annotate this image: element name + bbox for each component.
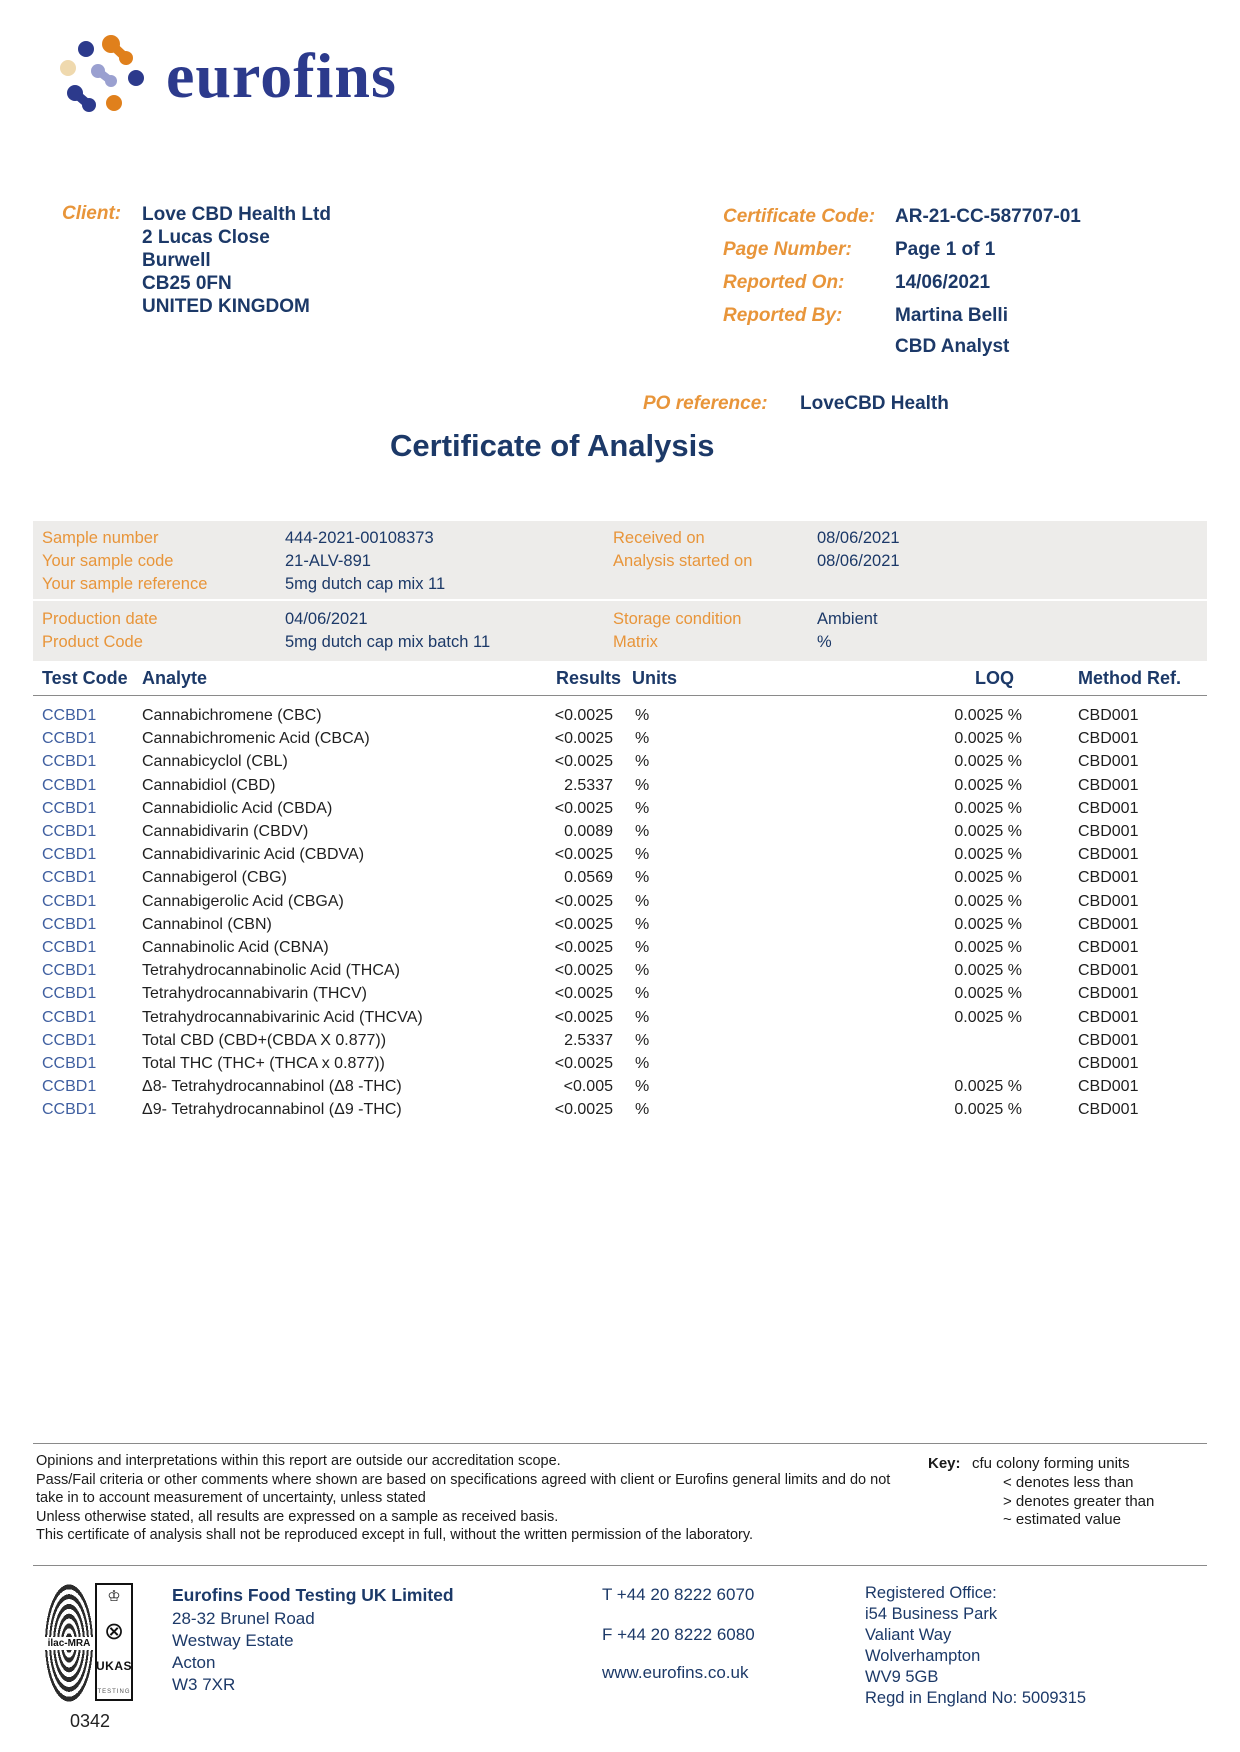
cell-test-code: CCBD1: [42, 893, 97, 910]
cell-unit: %: [635, 893, 650, 910]
cell-result: 0.0569: [564, 869, 613, 886]
cell-unit: %: [635, 707, 650, 724]
cell-test-code: CCBD1: [42, 939, 97, 956]
product-code-value: 5mg dutch cap mix batch 11: [285, 633, 491, 651]
analysis-started-value: 08/06/2021: [817, 552, 900, 570]
cell-unit: %: [635, 777, 650, 794]
ilac-mra-logo: [44, 1582, 94, 1704]
footer-company-address: [172, 1608, 315, 1696]
cell-analyte: Total THC (THC+ (THCA x 0.877)): [142, 1055, 385, 1072]
cell-test-code: CCBD1: [42, 1101, 97, 1118]
cell-method-ref: CBD001: [1078, 730, 1139, 747]
cell-method-ref: CBD001: [1078, 753, 1139, 770]
results-row: [33, 707, 1207, 730]
cell-test-code: CCBD1: [42, 753, 97, 770]
results-row: [33, 916, 1207, 939]
product-code-label: Product Code: [42, 633, 143, 651]
disclaimer-line: take in to account measurement of uncertainty, unless stated: [36, 1490, 426, 1506]
cell-test-code: CCBD1: [42, 846, 97, 863]
analyst-title: CBD Analyst: [895, 336, 1010, 357]
client-address-line: CB25 0FN: [142, 273, 232, 294]
cell-test-code: CCBD1: [42, 707, 97, 724]
cell-loq: 0.0025 %: [954, 1009, 1022, 1026]
footer-divider: [33, 1565, 1207, 1566]
results-row: [33, 962, 1207, 985]
cell-result: <0.0025: [554, 939, 613, 956]
cell-loq: 0.0025 %: [954, 985, 1022, 1002]
reported-on-value: 14/06/2021: [895, 272, 991, 293]
cell-method-ref: CBD001: [1078, 1009, 1139, 1026]
cell-analyte: Tetrahydrocannabinolic Acid (THCA): [142, 962, 400, 979]
registered-office-line: Valiant Way: [865, 1626, 952, 1644]
cell-unit: %: [635, 1055, 650, 1072]
certificate-code-value: AR-21-CC-587707-01: [895, 206, 1081, 227]
cell-loq: 0.0025 %: [954, 707, 1022, 724]
cell-analyte: Cannabicyclol (CBL): [142, 753, 288, 770]
cell-unit: %: [635, 800, 650, 817]
cell-analyte: Cannabichromenic Acid (CBCA): [142, 730, 370, 747]
cell-method-ref: CBD001: [1078, 869, 1139, 886]
cell-loq: 0.0025 %: [954, 753, 1022, 770]
reported-on-label: Reported On:: [723, 272, 845, 293]
cell-loq: 0.0025 %: [954, 939, 1022, 956]
client-address-line: Burwell: [142, 250, 211, 271]
disclaimer-line: Unless otherwise stated, all results are expressed on a sample as received basis.: [36, 1508, 559, 1525]
cell-unit: %: [635, 939, 650, 956]
cell-method-ref: CBD001: [1078, 1032, 1139, 1049]
results-row: [33, 1078, 1207, 1101]
cell-method-ref: CBD001: [1078, 985, 1139, 1002]
results-row: [33, 1009, 1207, 1032]
cell-test-code: CCBD1: [42, 1032, 97, 1049]
analysis-started-label: Analysis started on: [613, 552, 753, 570]
received-on-value: 08/06/2021: [817, 529, 900, 547]
storage-condition-value: Ambient: [817, 610, 878, 628]
cell-test-code: CCBD1: [42, 1055, 97, 1072]
received-on-label: Received on: [613, 529, 705, 547]
col-header-method-ref: Method Ref.: [1078, 668, 1181, 688]
cell-test-code: CCBD1: [42, 869, 97, 886]
cell-loq: 0.0025 %: [954, 962, 1022, 979]
cell-result: <0.0025: [554, 1009, 613, 1026]
cell-result: <0.0025: [554, 916, 613, 933]
disclaimer-block: [36, 1452, 890, 1545]
cell-analyte: Cannabigerol (CBG): [142, 869, 287, 886]
cell-unit: %: [635, 962, 650, 979]
cell-test-code: CCBD1: [42, 985, 97, 1002]
company-address-line: Acton: [172, 1653, 216, 1672]
sample-code-value: 21-ALV-891: [285, 552, 371, 570]
ilac-mra-logo-text: ilac-MRA: [44, 1637, 94, 1650]
results-row: [33, 1101, 1207, 1124]
cell-method-ref: CBD001: [1078, 777, 1139, 794]
cell-unit: %: [635, 753, 650, 770]
footer-company-name: Eurofins Food Testing UK Limited: [172, 1585, 454, 1605]
ukas-mark-icon: ⊗: [103, 1617, 125, 1645]
cell-loq: 0.0025 %: [954, 916, 1022, 933]
sample-info-band-1: [33, 521, 1207, 599]
footer-fax: F +44 20 8222 6080: [602, 1625, 755, 1644]
certificate-code-label: Certificate Code:: [723, 206, 876, 227]
cell-result: <0.0025: [554, 893, 613, 910]
disclaimer-line: This certificate of analysis shall not be reproduced except in full, without the written permission of the laboratory.: [36, 1527, 754, 1543]
cell-unit: %: [635, 985, 650, 1002]
company-address-line: Westway Estate: [172, 1631, 294, 1650]
cell-method-ref: CBD001: [1078, 1101, 1139, 1118]
cell-analyte: Δ8- Tetrahydrocannabinol (Δ8 -THC): [142, 1078, 402, 1095]
cell-analyte: Δ9- Tetrahydrocannabinol (Δ9 -THC): [142, 1101, 402, 1118]
cell-analyte: Cannabinolic Acid (CBNA): [142, 939, 329, 956]
eurofins-logo-dots-icon: [56, 34, 152, 118]
cell-unit: %: [635, 869, 650, 886]
cell-result: <0.0025: [554, 800, 613, 817]
cell-result: <0.005: [563, 1078, 613, 1095]
results-row: [33, 869, 1207, 892]
sample-code-label: Your sample code: [42, 552, 174, 570]
cell-method-ref: CBD001: [1078, 939, 1139, 956]
client-address-line: 2 Lucas Close: [142, 227, 270, 248]
cell-analyte: Cannabidiolic Acid (CBDA): [142, 800, 333, 817]
cell-loq: 0.0025 %: [954, 777, 1022, 794]
cell-analyte: Cannabidiol (CBD): [142, 777, 276, 794]
cell-test-code: CCBD1: [42, 730, 97, 747]
cell-test-code: CCBD1: [42, 1078, 97, 1095]
key-label: Key:: [928, 1455, 961, 1472]
cell-unit: %: [635, 1009, 650, 1026]
disclaimer-divider: [33, 1443, 1207, 1444]
cell-method-ref: CBD001: [1078, 800, 1139, 817]
sample-info-band-2: [33, 601, 1207, 661]
cell-result: 0.0089: [564, 823, 613, 840]
cell-method-ref: CBD001: [1078, 916, 1139, 933]
results-row: [33, 985, 1207, 1008]
ukas-logo-text: UKAS: [96, 1659, 133, 1674]
results-row: [33, 893, 1207, 916]
sample-reference-value: 5mg dutch cap mix 11: [285, 575, 446, 593]
cell-unit: %: [635, 1101, 650, 1118]
results-row: [33, 846, 1207, 869]
cell-analyte: Cannabidivarinic Acid (CBDVA): [142, 846, 365, 863]
matrix-label: Matrix: [613, 633, 658, 651]
cell-analyte: Total CBD (CBD+(CBDA X 0.877)): [142, 1032, 387, 1049]
cell-test-code: CCBD1: [42, 916, 97, 933]
cell-result: <0.0025: [554, 846, 613, 863]
cell-method-ref: CBD001: [1078, 962, 1139, 979]
ukas-logo-subtext: TESTING: [97, 1688, 131, 1695]
cell-test-code: CCBD1: [42, 962, 97, 979]
client-address-line: UNITED KINGDOM: [142, 296, 310, 317]
cell-unit: %: [635, 1078, 650, 1095]
cell-method-ref: CBD001: [1078, 846, 1139, 863]
cell-unit: %: [635, 823, 650, 840]
disclaimer-line: Opinions and interpretations within this report are outside our accreditation scope.: [36, 1453, 561, 1469]
cell-loq: 0.0025 %: [954, 800, 1022, 817]
cell-analyte: Cannabidivarin (CBDV): [142, 823, 309, 840]
cell-result: <0.0025: [554, 707, 613, 724]
col-header-analyte: Analyte: [142, 668, 208, 688]
reported-by-value: Martina Belli: [895, 305, 1008, 326]
cell-loq: 0.0025 %: [954, 1078, 1022, 1095]
client-label: Client:: [62, 203, 122, 224]
reported-by-label: Reported By:: [723, 305, 843, 326]
cell-result: 2.5337: [564, 1032, 613, 1049]
cell-unit: %: [635, 846, 650, 863]
cell-loq: 0.0025 %: [954, 893, 1022, 910]
results-row: [33, 777, 1207, 800]
cell-loq: 0.0025 %: [954, 869, 1022, 886]
page-number-label: Page Number:: [723, 239, 852, 260]
cell-analyte: Tetrahydrocannabivarin (THCV): [142, 985, 367, 1002]
footer-phone: T +44 20 8222 6070: [602, 1585, 755, 1604]
col-header-loq: LOQ: [975, 668, 1014, 688]
cell-method-ref: CBD001: [1078, 707, 1139, 724]
eurofins-logo-text: eurofins: [166, 40, 397, 111]
key-item: > denotes greater than: [1003, 1492, 1155, 1510]
po-reference-label: PO reference:: [643, 393, 768, 414]
sample-number-label: Sample number: [42, 529, 159, 547]
cell-test-code: CCBD1: [42, 777, 97, 794]
col-header-units: Units: [632, 668, 677, 688]
results-row: [33, 753, 1207, 776]
cell-method-ref: CBD001: [1078, 893, 1139, 910]
key-item: < denotes less than: [1003, 1474, 1134, 1491]
production-date-label: Production date: [42, 610, 158, 628]
results-row: [33, 939, 1207, 962]
cell-test-code: CCBD1: [42, 1009, 97, 1026]
po-reference-value: LoveCBD Health: [800, 393, 949, 414]
cell-result: <0.0025: [554, 985, 613, 1002]
production-date-value: 04/06/2021: [285, 610, 368, 628]
page-title: Certificate of Analysis: [390, 428, 715, 463]
cell-unit: %: [635, 730, 650, 747]
cell-test-code: CCBD1: [42, 800, 97, 817]
cell-loq: 0.0025 %: [954, 846, 1022, 863]
registered-office-line: Wolverhampton: [865, 1647, 981, 1665]
cell-test-code: CCBD1: [42, 823, 97, 840]
cell-result: <0.0025: [554, 962, 613, 979]
footer-website-link: www.eurofins.co.uk: [602, 1663, 749, 1682]
cell-result: 2.5337: [564, 777, 613, 794]
registered-office-line: WV9 5GB: [865, 1668, 939, 1686]
sample-number-value: 444-2021-00108373: [285, 529, 434, 547]
cell-result: <0.0025: [554, 1055, 613, 1072]
client-address-line: Love CBD Health Ltd: [142, 204, 331, 225]
registered-office-line: Registered Office:: [865, 1584, 997, 1602]
eurofins-logo: [56, 34, 397, 118]
col-header-results: Results: [556, 668, 622, 688]
table-header-divider: [33, 695, 1207, 696]
cell-loq: 0.0025 %: [954, 823, 1022, 840]
accreditation-number: 0342: [70, 1711, 111, 1731]
cell-result: <0.0025: [554, 1101, 613, 1118]
results-row: [33, 1032, 1207, 1055]
ukas-crown-icon: ♔: [107, 1588, 121, 1605]
results-row: [33, 730, 1207, 753]
cell-analyte: Cannabinol (CBN): [142, 916, 272, 933]
company-address-line: 28-32 Brunel Road: [172, 1609, 315, 1628]
cell-analyte: Cannabigerolic Acid (CBGA): [142, 893, 344, 910]
footer-registered-office: [865, 1583, 1086, 1709]
cell-analyte: Tetrahydrocannabivarinic Acid (THCVA): [142, 1009, 423, 1026]
key-item: ~ estimated value: [1003, 1511, 1121, 1528]
storage-condition-label: Storage condition: [613, 610, 742, 628]
ukas-logo: [95, 1583, 133, 1701]
col-header-test-code: Test Code: [42, 668, 128, 688]
cell-result: <0.0025: [554, 753, 613, 770]
results-row: [33, 1055, 1207, 1078]
key-items: [1003, 1474, 1154, 1530]
cell-method-ref: CBD001: [1078, 823, 1139, 840]
company-address-line: W3 7XR: [172, 1675, 236, 1694]
cell-analyte: Cannabichromene (CBC): [142, 707, 322, 724]
page-number-value: Page 1 of 1: [895, 239, 996, 260]
results-row: [33, 800, 1207, 823]
disclaimer-line: Pass/Fail criteria or other comments where shown are based on specifications agreed with client or Eurofins general limits and do not: [36, 1471, 891, 1488]
results-row: [33, 823, 1207, 846]
cell-loq: 0.0025 %: [954, 730, 1022, 747]
key-cfu-note: cfu colony forming units: [972, 1455, 1130, 1472]
cell-method-ref: CBD001: [1078, 1078, 1139, 1095]
cell-unit: %: [635, 1032, 650, 1049]
client-address: [142, 203, 331, 318]
matrix-value: %: [817, 633, 832, 651]
registered-office-line: i54 Business Park: [865, 1605, 998, 1623]
cell-result: <0.0025: [554, 730, 613, 747]
cell-loq: 0.0025 %: [954, 1101, 1022, 1118]
sample-reference-label: Your sample reference: [42, 575, 208, 593]
cell-unit: %: [635, 916, 650, 933]
registered-office-line: Regd in England No: 5009315: [865, 1689, 1087, 1707]
cell-method-ref: CBD001: [1078, 1055, 1139, 1072]
